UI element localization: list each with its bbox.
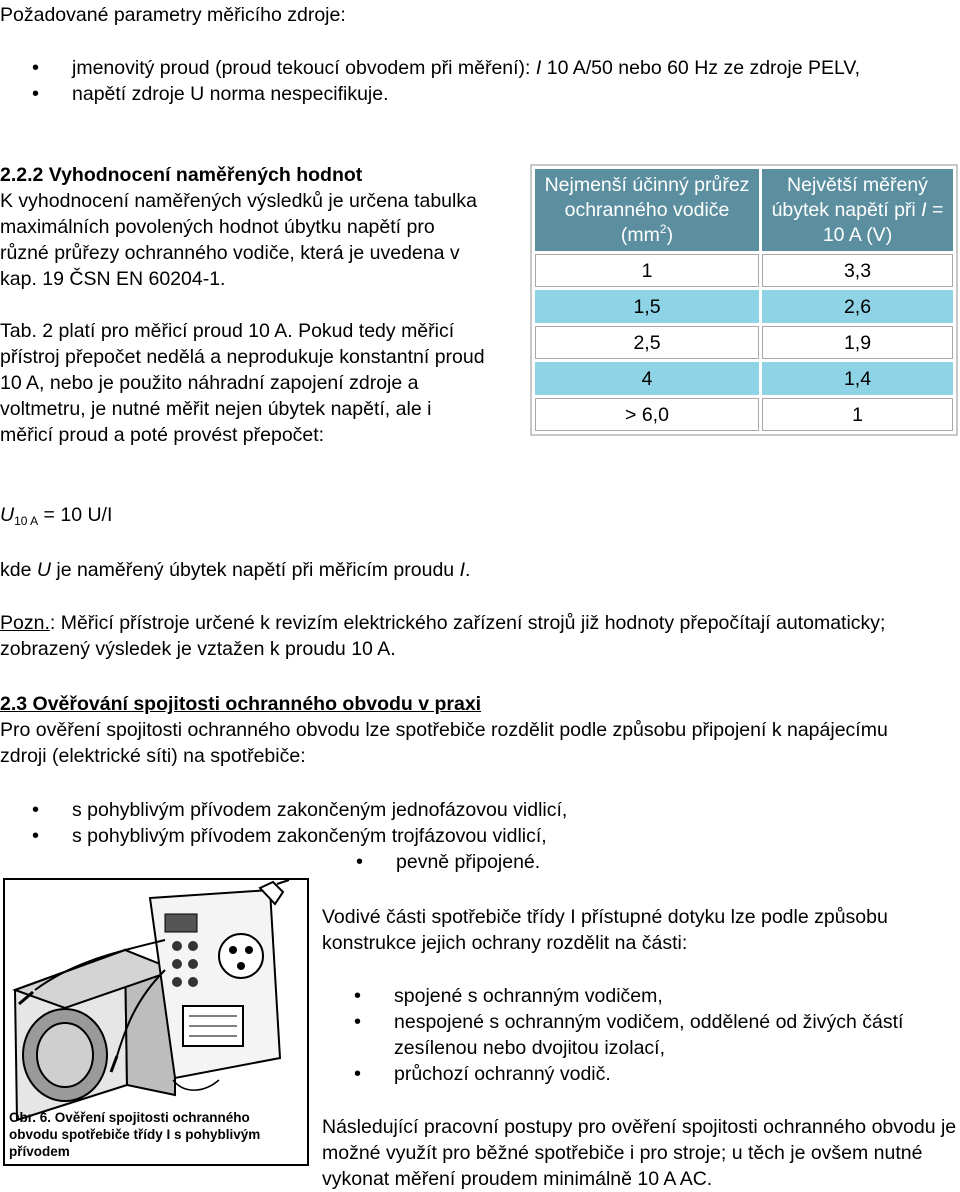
figure-caption: Obr. 6. Ověření spojitosti ochranného obvodu spotřebiče třídy I s pohyblivým přívodem <box>9 1110 261 1159</box>
table-row: 2,5 1,9 <box>535 326 953 359</box>
table-header-row <box>535 169 953 251</box>
intro-text: Požadované parametry měřicího zdroje: <box>0 4 346 26</box>
param-list <box>0 55 960 107</box>
formula: $U_{10 A} = 10$ U/I <box>0 504 113 528</box>
connection-list <box>0 797 700 875</box>
list-item: • s pohyblivým přívodem zakončeným trojfázovou vidlicí, <box>0 823 700 849</box>
table-row: 1 3,3 <box>535 254 953 287</box>
table-row: > 6,0 1 <box>535 398 953 431</box>
paragraph: Vodivé části spotřebiče třídy I přístupné dotyku lze podle způsobu konstrukce jejich ochrany rozdělit na části: <box>322 906 888 954</box>
parts-list <box>322 983 937 1087</box>
table-header-cell: Největší měřený úbytek napětí při I = 10 A (V) <box>762 169 953 251</box>
paragraph: K vyhodnocení naměřených výsledků je určena tabulka maximálních povolených hodnot úbytku napětí pro různé průřezy ochranného vodiče, která je uvedena v kap. 19 ČSN EN 60204-1. <box>0 190 477 290</box>
list-item: • jmenovitý proud (proud tekoucí obvodem při měření): I 10 A/50 nebo 60 Hz ze zdroje PELV, <box>0 55 922 81</box>
formula-explanation: kde U je naměřený úbytek napětí při měřicím proudu I. <box>0 559 471 581</box>
table-header-cell: Nejmenší účinný průřez ochranného vodiče $(mm^2)$ <box>535 169 759 251</box>
list-item: • průchozí ochranný vodič. <box>322 1061 937 1087</box>
list-item: • nespojené s ochranným vodičem, oddělené od živých částí zesílenou nebo dvojitou izolací, <box>322 1009 937 1061</box>
figure-device-test <box>3 878 309 1166</box>
list-item: • napětí zdroje U norma nespecifikuje. <box>0 81 960 107</box>
table-row: 1,5 2,6 <box>535 290 953 323</box>
table-row: 4 1,4 <box>535 362 953 395</box>
paragraph: Tab. 2 platí pro měřicí proud 10 A. Pokud tedy měřicí přístroj přepočet nedělá a neprodukuje konstantní proud 10 A, nebo je použito náhradní zapojení zdroje a voltmetru, je nutné měřit nejen úbytek napětí, ale i měřicí proud a poté provést přepočet: <box>0 320 485 446</box>
note: Pozn.: Měřicí přístroje určené k revizím elektrického zařízení strojů již hodnoty přepočítají automaticky; zobrazený výsledek je vztažen k proudu 10 A. <box>0 612 886 660</box>
list-item: • pevně připojené. <box>0 849 700 875</box>
section-title-2-3: 2.3 Ověřování spojitosti ochranného obvodu v praxi <box>0 693 482 715</box>
voltage-drop-table <box>530 164 958 436</box>
list-item: • spojené s ochranným vodičem, <box>322 983 937 1009</box>
paragraph: Následující pracovní postupy pro ověření spojitosti ochranného obvodu je možné využít pro běžné spotřebiče i pro stroje; u těch je ovšem nutné vykonat měření proudem minimálně 10 A AC. <box>322 1116 957 1190</box>
section-title-2-2-2: 2.2.2 Vyhodnocení naměřených hodnot <box>0 164 363 186</box>
list-item: • s pohyblivým přívodem zakončeným jednofázovou vidlicí, <box>0 797 700 823</box>
paragraph: Pro ověření spojitosti ochranného obvodu lze spotřebiče rozdělit podle způsobu připojení k napájecímu zdroji (elektrické síti) na spotřebiče: <box>0 719 888 767</box>
